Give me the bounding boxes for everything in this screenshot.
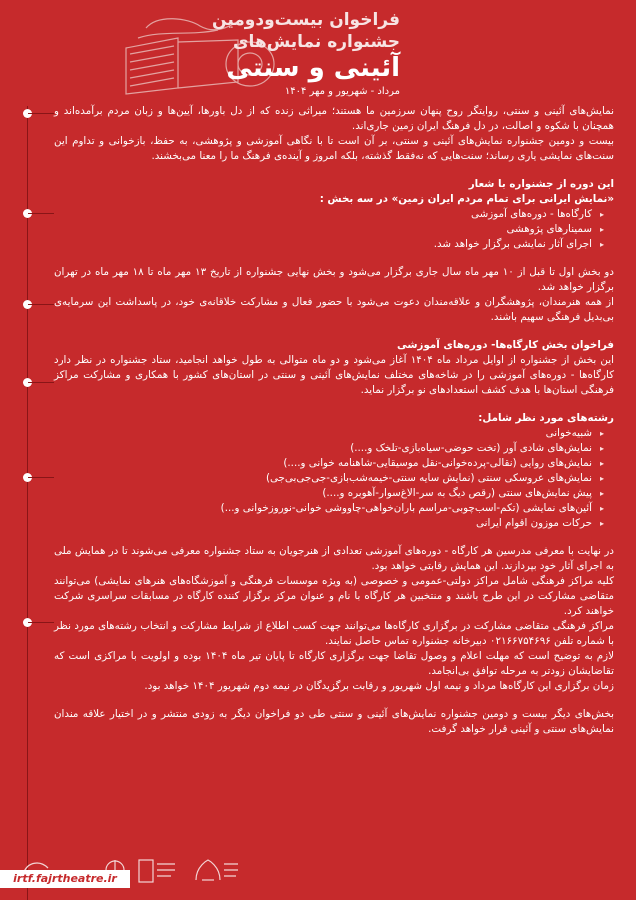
schedule-section [54, 265, 614, 325]
final-paragraph: زمان برگزاری این کارگاه‌ها مرداد و نیمه اول شهریور و رقابت برگزیدگان در نیمه دوم شهریور ۱۴۰۴ خواهد بود. [144, 680, 614, 692]
list-item: ▸ شبیه‌خوانی [54, 426, 604, 441]
timeline-connector [28, 382, 54, 383]
list-item: ▸ حرکات موزون اقوام ایرانی [54, 516, 604, 531]
fields-section [54, 411, 614, 531]
workshops-paragraph: این بخش از جشنواره از اوایل مرداد ماه ۱۴۰۴ آغاز می‌شود و دو ماه متوالی به طول خواهد انجامید، ستاد جشنواره در نظر دارد کارگاه‌ها - دوره‌های آموزشی را در شاخه‌های مختلف نمایش‌های آئینی و سنتی در استان‌های کشور با همکاری و مشارکت مراکز فرهنگی استان‌ها با هدف کشف استعدادهای نو برگزار نماید. [54, 354, 614, 396]
slogan-subtitle: «نمایش ایرانی برای تمام مردم ایران زمین» در سه بخش : [319, 193, 614, 205]
header-title-line2: جشنواره نمایش‌های [232, 32, 400, 52]
list-item: ▸ پیش نمایش‌های سنتی (رقص دیگ به سر-الاغ‌سوار-آهوبره و....) [54, 486, 604, 501]
ministry-logo-icon [188, 852, 240, 888]
timeline-connector [28, 622, 54, 623]
workshops-title: فراخوان بخش کارگاه‌ها- دوره‌های آموزشی [396, 339, 614, 351]
slogan-section [54, 177, 614, 252]
poster-header [0, 0, 636, 104]
final-paragraph: لازم به توضیح است که مهلت اعلام و وصول تقاضا جهت برگزاری کارگاه تا پایان تیر ماه ۱۴۰۴ بوده و اولویت با مراکزی است که تقاضایشان زودتر به مرحله توافق بی‌انجامد. [54, 650, 614, 677]
slogan-list [54, 207, 614, 252]
theatre-center-logo-icon [135, 854, 179, 890]
final-paragraph: مراکز فرهنگی متقاضی مشارکت در برگزاری کارگاه‌ها می‌توانند جهت کسب اطلاع از شرایط مشارکت و انتخاب رشته‌های مورد نظر با شماره تلفن ۰۲۱۶۶۷۵۴۶۹۶ دبیرخانه جشنواره تماس حاصل نمایند. [54, 620, 614, 647]
fields-title: رشته‌های مورد نظر شامل: [478, 412, 614, 424]
list-item: ▸ نمایش‌های شادی آور (تخت حوضی-سیاه‌بازی-تلخک و....) [54, 441, 604, 456]
slogan-title: این دوره از جشنواره با شعار [468, 178, 614, 190]
side-timeline-line [27, 106, 28, 900]
timeline-connector [28, 304, 54, 305]
closing-paragraph: بخش‌های دیگر بیست و دومین جشنواره نمایش‌های آئینی و سنتی طی دو فراخوان دیگر به زودی منتشر و در اختیار علاقه مندان نمایش‌های سنتی و آئینی قرار خواهد گرفت. [54, 708, 614, 735]
schedule-paragraph: از همه هنرمندان، پژوهشگران و علاقه‌مندان دعوت می‌شود با حضور فعال و مشارکت خلاقانه‌ی خود، در پاسداشت این سرمایه‌ی بی‌بدیل فرهنگی سهیم باشند. [54, 296, 614, 323]
website-badge[interactable]: irtf.fajrtheatre.ir [0, 870, 130, 888]
list-item: ▸ نمایش‌های عروسکی سنتی (نمایش سایه سنتی-خیمه‌شب‌بازی-جی‌جی‌بی‌جی) [54, 471, 604, 486]
schedule-paragraph: دو بخش اول تا قبل از ۱۰ مهر ماه سال جاری برگزار می‌شود و بخش نهایی جشنواره از تاریخ ۱۳ مهر ماه تا ۱۸ مهر ماه در تهران برگزار خواهد شد. [54, 266, 614, 293]
list-item: ▸ آئین‌های نمایشی (تکم-اسب‌چوبی-مراسم باران‌خواهی-چاووشی خوانی-نوروزخوانی و...) [54, 501, 604, 516]
list-item: ▸ نمایش‌های روایی (نقالی-پرده‌خوانی-نقل موسیقایی-شاهنامه خوانی و....) [54, 456, 604, 471]
timeline-connector [28, 477, 54, 478]
list-item: ▸ کارگاه‌ها - دوره‌های آموزشی [54, 207, 604, 222]
list-item: ▸ سمینارهای پژوهشی [54, 222, 604, 237]
list-item: ▸ اجرای آثار نمایشی برگزار خواهد شد. [54, 237, 604, 252]
intro-paragraph: نمایش‌های آئینی و سنتی، روایتگر روح پنهان سرزمین ما هستند؛ میراثی زنده که از دل باورها، آیین‌ها و زبان مردم برآمده‌اند و همچنان با شکوه و اصالت، در دل فرهنگ ایران زمین جاری‌اند. [54, 105, 614, 132]
intro-paragraph: بیست و دومین جشنواره نمایش‌های آئینی و سنتی، بر آن است تا با نگاهی آموزشی و پژوهشی، به حفظ، بازخوانی و تداوم این سنت‌های نمایشی یاری رساند؛ سنت‌هایی که نه‌فقط گذشته، بلکه امروز و آینده‌ی فرهنگ ما را معنا می‌بخشند. [54, 135, 614, 162]
final-section [54, 544, 614, 694]
timeline-connector [28, 113, 54, 114]
workshops-section [54, 338, 614, 398]
header-title-line1: فراخوان بیست‌ودومین [212, 10, 400, 30]
final-paragraph: در نهایت با معرفی مدرسین هر کارگاه - دوره‌های آموزشی تعدادی از هنرجویان به ستاد جشنواره معرفی می‌شوند تا در همایش ملی به اجرای آثار خود بپردازند. این همایش رقابتی خواهد بود. [54, 545, 614, 572]
fields-list [54, 426, 614, 531]
final-paragraph: کلیه مراکز فرهنگی شامل مراکز دولتی-عمومی و خصوصی (به ویژه موسسات فرهنگی و آموزشگاه‌های هنرهای نمایشی) می‌توانند متقاضی مشارکت در این طرح باشند و منتخبین هر کارگاه با نام و عنوان مرکز برگزار کننده کارگاه در مسابقات سراسری شرکت خواهند کرد. [54, 575, 614, 617]
intro-section [54, 104, 614, 164]
header-title-main: آئینی و سنتی [226, 53, 400, 83]
festival-dates: مرداد - شهریور و مهر ۱۴۰۴ [284, 86, 400, 97]
poster-body [54, 104, 614, 750]
closing-section [54, 707, 614, 737]
timeline-connector [28, 213, 54, 214]
